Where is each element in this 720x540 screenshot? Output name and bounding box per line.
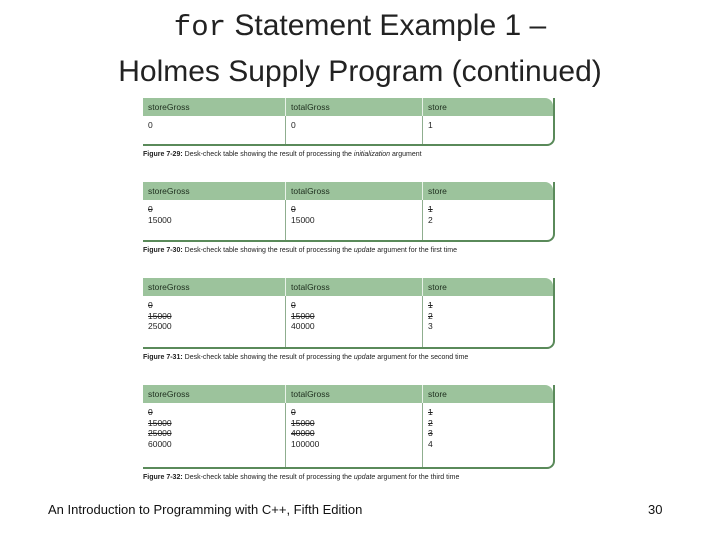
col-totalgross [285, 116, 422, 144]
header-totalgross: totalGross [285, 385, 422, 403]
caption-text: Desk-check table showing the result of processing the [182, 151, 354, 158]
header-totalgross: totalGross [285, 98, 422, 116]
desk-check-table [143, 385, 555, 469]
crossed-out-value: 3 [428, 428, 433, 438]
figure-caption [143, 474, 555, 481]
caption-text-after: argument [390, 151, 422, 158]
col-store [422, 116, 553, 144]
figure-7-31 [143, 278, 555, 361]
caption-italic: update [353, 354, 376, 361]
figure-7-30 [143, 182, 555, 254]
header-storegross: storeGross [148, 102, 190, 112]
header-store: store [422, 385, 553, 403]
table-body [143, 116, 553, 144]
col-storegross [143, 296, 285, 347]
crossed-out-value: 2 [428, 417, 433, 428]
crossed-out-value: 0 [148, 300, 153, 310]
caption-text-after: argument for the second time [375, 354, 469, 361]
header-totalgross: totalGross [285, 278, 422, 296]
caption-italic: initialization [353, 151, 391, 158]
header-storegross: storeGross [148, 389, 190, 399]
figure-7-29 [143, 98, 555, 158]
crossed-out-value: 15000 [148, 417, 172, 428]
current-value: 15000 [291, 214, 315, 225]
crossed-out-value: 1 [428, 204, 433, 214]
title-line-1 [0, 4, 720, 50]
crossed-out-value: 15000 [291, 310, 315, 321]
crossed-out-value: 0 [148, 407, 153, 417]
caption-label: Figure 7-32: [143, 474, 183, 481]
col-storegross [143, 200, 285, 240]
crossed-out-value: 0 [291, 300, 296, 310]
desk-check-table [143, 182, 555, 242]
col-totalgross [285, 296, 422, 347]
caption-text: Desk-check table showing the result of processing the [182, 354, 354, 361]
figure-7-32 [143, 385, 555, 481]
header-totalgross: totalGross [285, 182, 422, 200]
slide-title [0, 4, 720, 94]
current-value: 15000 [148, 214, 172, 225]
header-storegross: storeGross [148, 282, 190, 292]
caption-label: Figure 7-30: [143, 247, 183, 254]
crossed-out-value: 2 [428, 310, 433, 321]
crossed-out-value: 0 [148, 204, 153, 214]
caption-italic: update [353, 247, 376, 254]
current-value: 2 [428, 214, 433, 225]
current-value: 60000 [148, 438, 172, 449]
col-totalgross [285, 403, 422, 467]
figure-caption [143, 354, 555, 361]
table-header [143, 98, 553, 116]
col-storegross [143, 116, 285, 144]
caption-text: Desk-check table showing the result of processing the [182, 474, 354, 481]
caption-label: Figure 7-29: [143, 151, 183, 158]
desk-check-table [143, 98, 555, 146]
header-storegross: storeGross [148, 186, 190, 196]
current-value: 40000 [291, 321, 315, 331]
current-value: 0 [148, 120, 153, 130]
col-totalgross [285, 200, 422, 240]
title-code-keyword: for [173, 11, 227, 44]
crossed-out-value: 15000 [148, 310, 172, 321]
caption-label: Figure 7-31: [143, 354, 183, 361]
crossed-out-value: 1 [428, 300, 433, 310]
crossed-out-value: 15000 [291, 417, 315, 428]
table-body [143, 200, 553, 240]
caption-text-after: argument for the first time [375, 247, 458, 254]
current-value: 4 [428, 438, 433, 449]
footer-book-title: An Introduction to Programming with C++, Fifth Edition [48, 502, 363, 517]
crossed-out-value: 0 [291, 204, 296, 214]
title-line-1-text: Statement Example 1 – [226, 9, 547, 42]
figure-caption [143, 151, 555, 158]
table-body [143, 296, 553, 347]
table-header [143, 385, 553, 403]
header-store: store [422, 98, 553, 116]
caption-text: Desk-check table showing the result of processing the [182, 247, 354, 254]
footer-page-number: 30 [648, 502, 663, 517]
caption-italic: update [353, 474, 376, 481]
current-value: 100000 [291, 438, 320, 449]
col-storegross [143, 403, 285, 467]
title-line-2: Holmes Supply Program (continued) [118, 55, 602, 88]
desk-check-table [143, 278, 555, 349]
table-header [143, 278, 553, 296]
current-value: 25000 [148, 321, 172, 331]
table-header [143, 182, 553, 200]
current-value: 3 [428, 321, 433, 331]
col-store [422, 200, 553, 240]
crossed-out-value: 25000 [148, 428, 172, 438]
col-store [422, 296, 553, 347]
header-store: store [422, 278, 553, 296]
table-body [143, 403, 553, 467]
current-value: 0 [291, 120, 296, 130]
header-store: store [422, 182, 553, 200]
figure-caption [143, 247, 555, 254]
col-store [422, 403, 553, 467]
crossed-out-value: 1 [428, 407, 433, 417]
current-value: 1 [428, 120, 433, 130]
crossed-out-value: 40000 [291, 428, 315, 438]
crossed-out-value: 0 [291, 407, 296, 417]
caption-text-after: argument for the third time [375, 474, 460, 481]
